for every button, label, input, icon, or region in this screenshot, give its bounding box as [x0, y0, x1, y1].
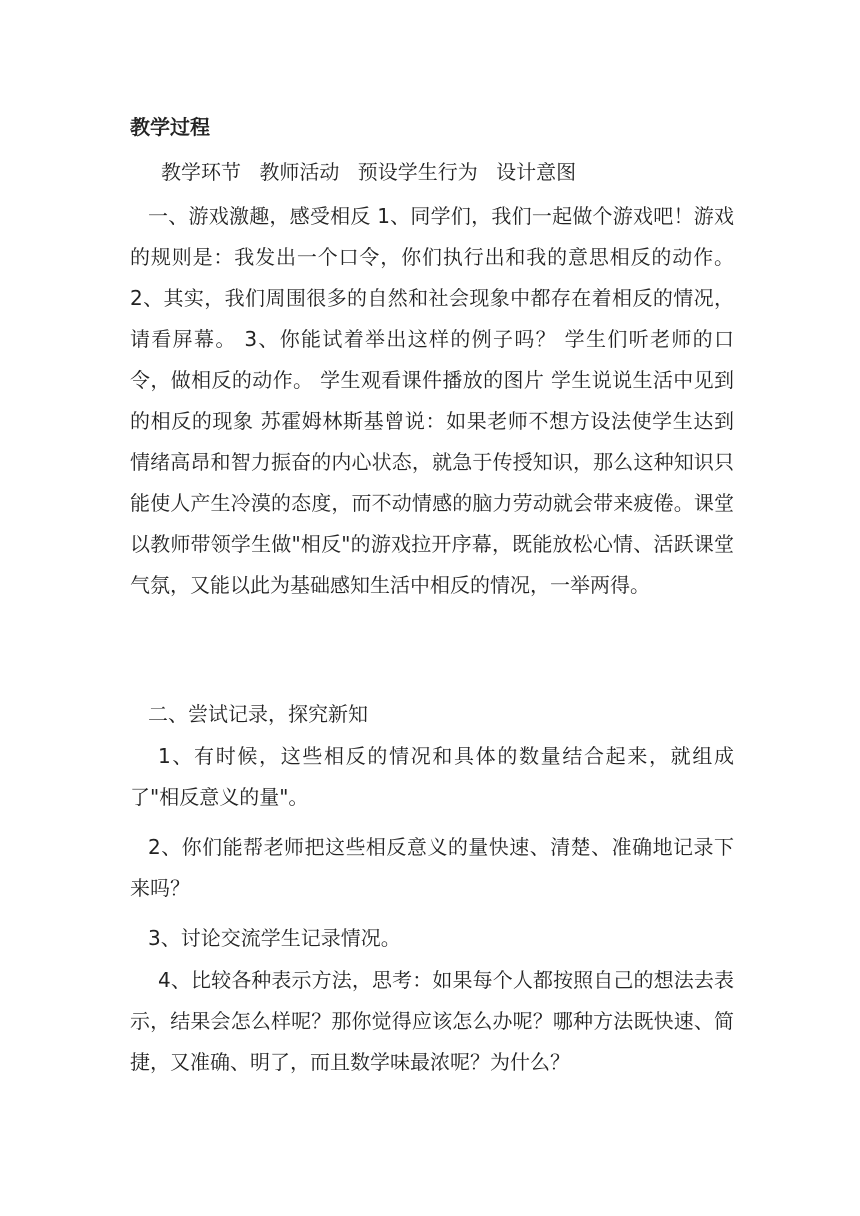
paragraph-game-intro: 一、游戏激趣，感受相反 1、同学们，我们一起做个游戏吧！游戏的规则是：我发出一个口令，你们执行出和我的意思相反的动作。 2、其实，我们周围很多的自然和社会现象中都存在着相反的情况，请看屏幕。 3、你能试着举出这样的例子吗？ 学生们听老师的口令，做相反的动作。 学生观看课件播放的图片 学生说说生活中见到的相反的现象 苏霍姆林斯基曾说：如果老师不想方设法使学生达到情绪高昂和智力振奋的内心状态，就急于传授知识，那么这种知识只能使人产生冷漠的态度，而不动情感的脑力劳动就会带来疲倦。课堂以教师带领学生做"相反"的游戏拉开序幕，既能放松心情、活跃课堂气氛，又能以此为基础感知生活中相反的情况，一举两得。 [130, 204, 734, 597]
column-header-teacher-activity: 教师活动 [259, 160, 340, 184]
table-header-row [161, 157, 588, 187]
section-heading: 教学过程 [130, 115, 210, 139]
paragraph-step-four: 4、比较各种表示方法，思考：如果每个人都按照自己的想法去表示，结果会怎么样呢？那你觉得应该怎么办呢？哪种方法既快速、简捷，又准确、明了，而且数学味最浓呢？为什么？ [130, 968, 734, 1074]
column-header-design-intent: 设计意图 [496, 160, 577, 184]
paragraph-step-one: 1、有时候，这些相反的情况和具体的数量结合起来，就组成了"相反意义的量"。 [130, 744, 734, 809]
paragraph-section-two-title: 二、尝试记录，探究新知 [148, 702, 368, 726]
paragraph-step-three: 3、讨论交流学生记录情况。 [148, 926, 401, 950]
column-header-teaching-stage: 教学环节 [161, 160, 241, 184]
paragraph-step-two: 2、你们能帮老师把这些相反意义的量快速、清楚、准确地记录下来吗？ [130, 835, 734, 900]
column-header-student-behavior: 预设学生行为 [357, 160, 478, 184]
